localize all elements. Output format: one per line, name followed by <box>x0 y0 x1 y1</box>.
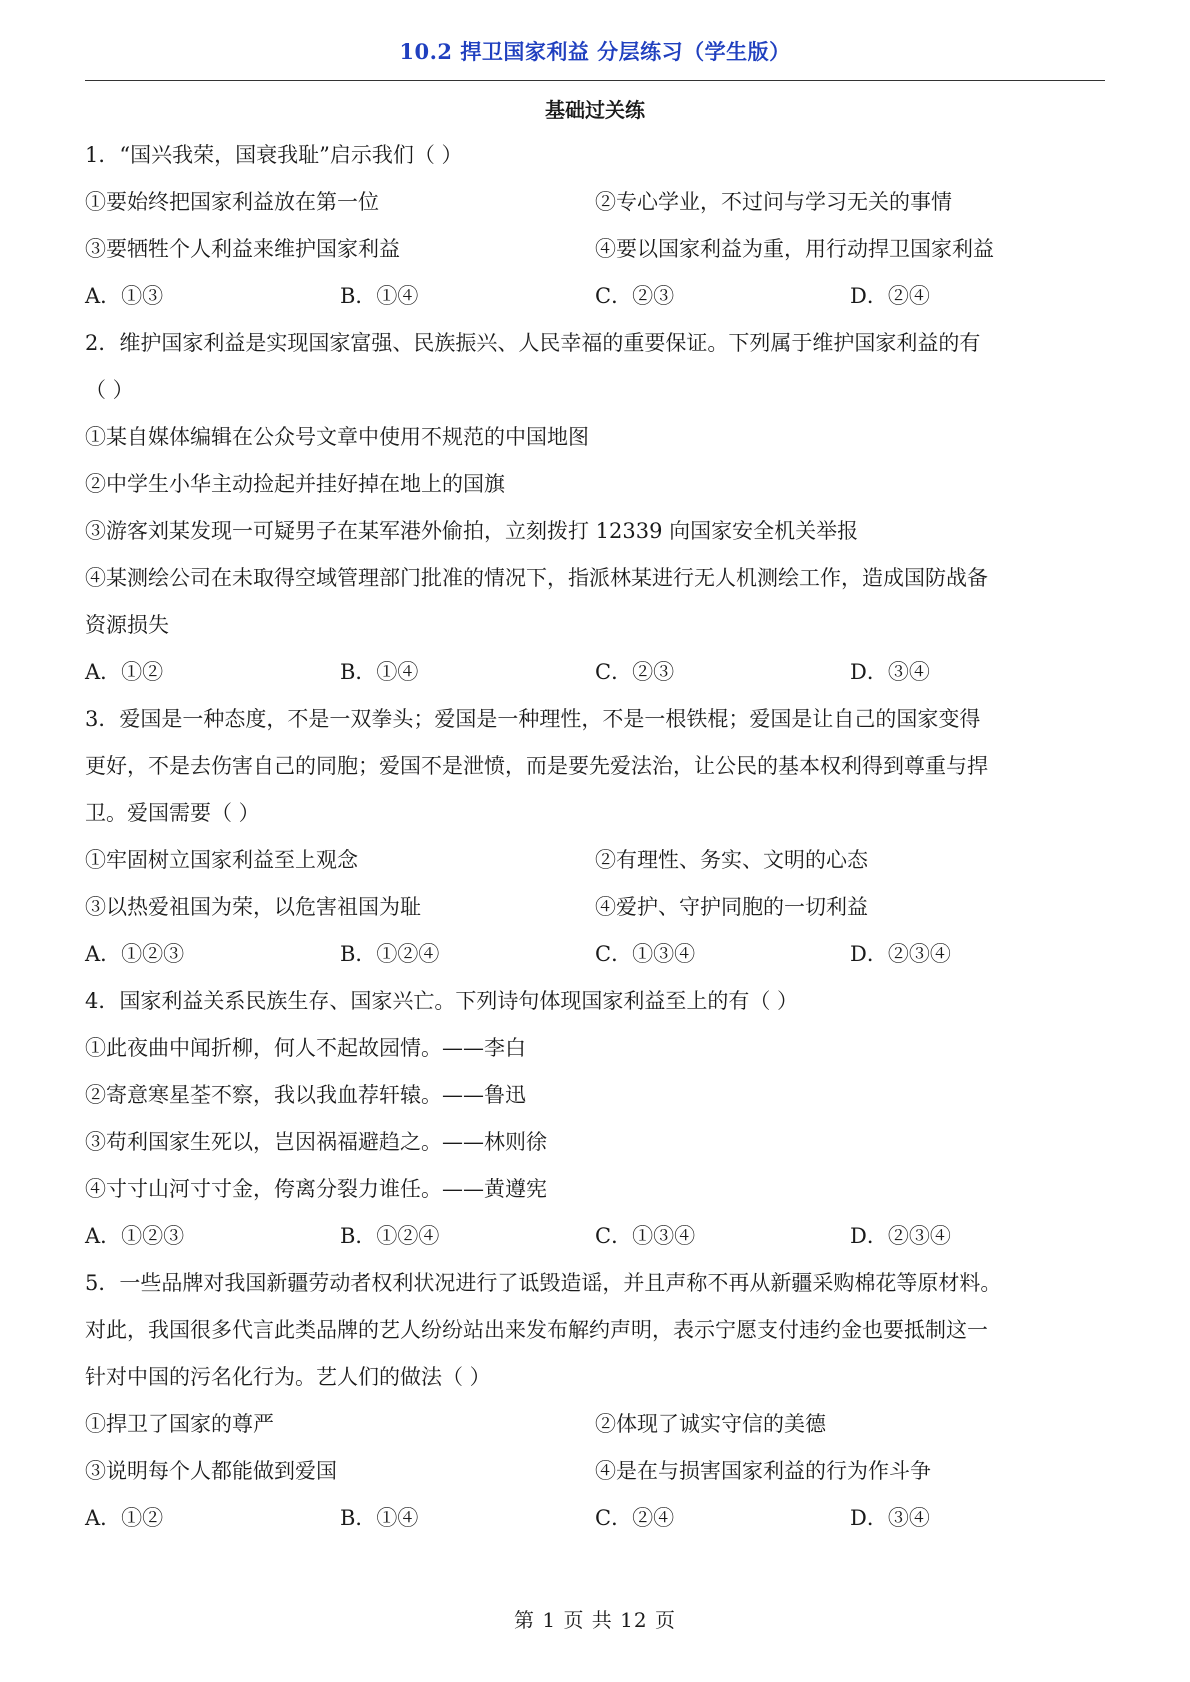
choice-c: C．①③④ <box>595 942 696 966</box>
option-row <box>85 884 1105 931</box>
option-item: ①捍卫了国家的尊严 <box>85 1412 274 1436</box>
choice-d: D．②③④ <box>850 1224 951 1248</box>
choice-d: D．③④ <box>850 1506 930 1530</box>
choice-d: D．③④ <box>850 660 930 684</box>
question-stem: 针对中国的污名化行为。艺人们的做法（ ） <box>85 1365 491 1389</box>
option-item: ③要牺牲个人利益来维护国家利益 <box>85 237 400 261</box>
option-item: ③以热爱祖国为荣，以危害祖国为耻 <box>85 895 421 919</box>
choice-c: C．①③④ <box>595 1224 696 1248</box>
option-item: ①此夜曲中闻折柳，何人不起故园情。——李白 <box>85 1036 526 1060</box>
question-5 <box>85 1260 1105 1542</box>
choice-b: B．①②④ <box>340 1224 440 1248</box>
choice-a: A．①②③ <box>85 1224 185 1248</box>
option-item: ④要以国家利益为重，用行动捍卫国家利益 <box>595 237 994 261</box>
option-item: ②寄意寒星荃不察，我以我血荐轩辕。——鲁迅 <box>85 1083 526 1107</box>
question-stem: 2．维护国家利益是实现国家富强、民族振兴、人民幸福的重要保证。下列属于维护国家利益的有 <box>85 331 981 355</box>
question-stem: 4．国家利益关系民族生存、国家兴亡。下列诗句体现国家利益至上的有（ ） <box>85 989 799 1013</box>
choice-a: A．①② <box>85 660 164 684</box>
question-1 <box>85 132 1105 320</box>
question-4 <box>85 978 1105 1260</box>
choice-b: B．①④ <box>340 1506 419 1530</box>
option-item: ②有理性、务实、文明的心态 <box>595 848 868 872</box>
answer-choices <box>85 649 1105 696</box>
option-item: ③说明每个人都能做到爱国 <box>85 1459 337 1483</box>
choice-c: C．②④ <box>595 1506 675 1530</box>
choice-c: C．②③ <box>595 284 675 308</box>
question-stem: 1．“国兴我荣，国衰我耻”启示我们（ ） <box>85 143 463 167</box>
page-number: 第 1 页 共 12 页 <box>514 1608 676 1632</box>
choice-d: D．②③④ <box>850 942 951 966</box>
choice-a: A．①③ <box>85 284 164 308</box>
option-item: ④某测绘公司在未取得空域管理部门批准的情况下，指派林某进行无人机测绘工作，造成国防战备 <box>85 566 988 590</box>
option-item: 资源损失 <box>85 613 169 637</box>
answer-choices <box>85 931 1105 978</box>
section-title: 基础过关练 <box>545 98 645 122</box>
question-stem: 更好，不是去伤害自己的同胞；爱国不是泄愤，而是要先爱法治，让公民的基本权利得到尊重与捍 <box>85 754 988 778</box>
option-row <box>85 1401 1105 1448</box>
choice-a: A．①②③ <box>85 942 185 966</box>
choice-d: D．②④ <box>850 284 930 308</box>
question-3 <box>85 696 1105 978</box>
option-item: ①要始终把国家利益放在第一位 <box>85 190 379 214</box>
question-stem: 3．爱国是一种态度，不是一双拳头；爱国是一种理性，不是一根铁棍；爱国是让自己的国家变得 <box>85 707 981 731</box>
option-item: ③苟利国家生死以，岂因祸福避趋之。——林则徐 <box>85 1130 547 1154</box>
choice-c: C．②③ <box>595 660 675 684</box>
option-item: ④爱护、守护同胞的一切利益 <box>595 895 868 919</box>
answer-choices <box>85 1213 1105 1260</box>
page-header <box>85 30 1105 81</box>
question-stem: 对此，我国很多代言此类品牌的艺人纷纷站出来发布解约声明，表示宁愿支付违约金也要抵制这一 <box>85 1318 988 1342</box>
document-body <box>85 88 1105 1542</box>
option-row <box>85 179 1105 226</box>
choice-a: A．①② <box>85 1506 164 1530</box>
option-item: ④寸寸山河寸寸金，侉离分裂力谁任。——黄遵宪 <box>85 1177 547 1201</box>
option-row <box>85 1448 1105 1495</box>
option-row <box>85 837 1105 884</box>
choice-b: B．①④ <box>340 660 419 684</box>
option-row <box>85 226 1105 273</box>
choice-b: B．①④ <box>340 284 419 308</box>
question-2 <box>85 320 1105 696</box>
answer-choices <box>85 273 1105 320</box>
question-stem: （ ） <box>85 378 134 402</box>
option-item: ①牢固树立国家利益至上观念 <box>85 848 358 872</box>
question-stem: 5．一些品牌对我国新疆劳动者权利状况进行了诋毁造谣，并且声称不再从新疆采购棉花等原材料。 <box>85 1271 1002 1295</box>
choice-b: B．①②④ <box>340 942 440 966</box>
option-item: ②体现了诚实守信的美德 <box>595 1412 826 1436</box>
option-item: ②专心学业，不过问与学习无关的事情 <box>595 190 952 214</box>
option-item: ③游客刘某发现一可疑男子在某军港外偷拍，立刻拨打 12339 向国家安全机关举报 <box>85 519 859 543</box>
option-item: ②中学生小华主动捡起并挂好掉在地上的国旗 <box>85 472 505 496</box>
answer-choices <box>85 1495 1105 1542</box>
option-item: ④是在与损害国家利益的行为作斗争 <box>595 1459 931 1483</box>
page-title: 10.2 捍卫国家利益 分层练习（学生版） <box>399 39 791 64</box>
option-item: ①某自媒体编辑在公众号文章中使用不规范的中国地图 <box>85 425 589 449</box>
question-stem: 卫。爱国需要（ ） <box>85 801 260 825</box>
